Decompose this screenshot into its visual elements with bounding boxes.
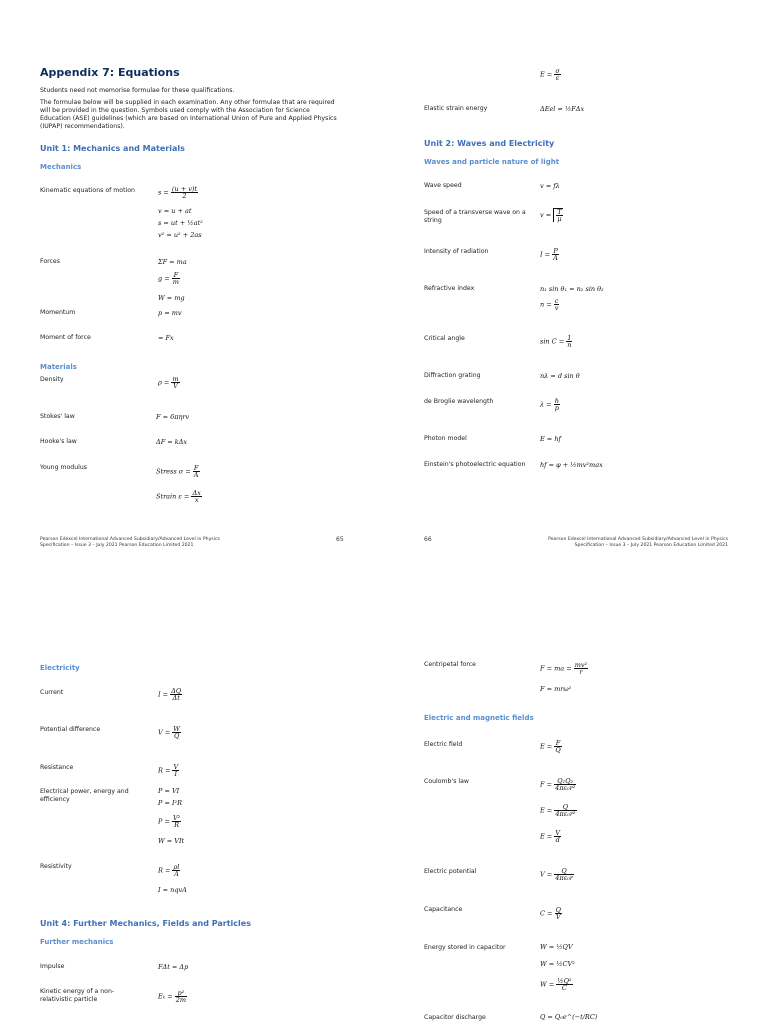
einstein-eq: hf = φ + ½mv²max — [540, 461, 603, 469]
impulse-eq: FΔt = Δp — [158, 963, 189, 971]
moment-label: Moment of force — [40, 334, 91, 341]
power-eq-2: P = I²R — [158, 799, 183, 807]
stress-eq: Stress σ = $\frac{F}{A}$ — [156, 464, 199, 479]
centripetal-eq-1: F = ma = $\frac{\text{mv²}}{r}$ — [540, 661, 588, 676]
transverse-eq: v = $\frac{T}{\mu}$ — [540, 208, 562, 223]
young-label: Young modulus — [40, 464, 88, 471]
resistance-eq: R = $\frac{V}{I}$ — [158, 763, 179, 778]
forces-eq-3: W = mg — [158, 294, 185, 302]
efield-point-eq: E = $\frac{Q}{\text{4πε₀r²}}$ — [540, 803, 576, 818]
mechanics-heading: Mechanics — [40, 163, 82, 171]
resistance-label: Resistance — [40, 764, 74, 771]
diffraction-label: Diffraction grating — [424, 372, 481, 379]
photon-label: Photon model — [424, 435, 467, 442]
centripetal-eq-2: F = mrω² — [540, 685, 572, 693]
ke-eq: Eₖ = $\frac{\text{p²}}{2m}$ — [158, 989, 187, 1004]
density-label: Density — [40, 376, 64, 383]
footer-right-text: Pearson Edexcel International Advanced Subsidiary/Advanced Level in Physics Specification – Issue 3 – July 2021 Pearson Education Limited 2021 — [548, 537, 728, 548]
refractive-label: Refractive index — [424, 285, 475, 292]
critical-label: Critical angle — [424, 335, 465, 342]
capacitance-eq: C = $\frac{Q}{V}$ — [540, 906, 561, 921]
fields-heading: Electric and magnetic fields — [424, 714, 534, 722]
power-eq-3: P = $\frac{\text{V²}}{R}$ — [158, 814, 181, 829]
page-title: Appendix 7: Equations — [40, 66, 180, 79]
intensity-eq: I = $\frac{P}{A}$ — [540, 247, 558, 262]
materials-heading: Materials — [40, 363, 77, 371]
potential-eq: V = $\frac{Q}{\text{4πε₀r}}$ — [540, 867, 573, 882]
momentum-label: Momentum — [40, 309, 76, 316]
impulse-label: Impulse — [40, 963, 65, 970]
electricity-heading: Electricity — [40, 664, 80, 672]
strain-word: Strain ε = — [156, 492, 190, 501]
resistivity-eq-2: I = nqvA — [158, 886, 187, 894]
centripetal-label: Centripetal force — [424, 661, 476, 668]
unit4-heading: Unit 4: Further Mechanics, Fields and Particles — [40, 919, 251, 928]
wave-speed-label: Wave speed — [424, 182, 462, 189]
energy-cap-eq-2: W = ½CV² — [540, 960, 575, 968]
current-label: Current — [40, 689, 64, 696]
unit2-heading: Unit 2: Waves and Electricity — [424, 139, 555, 148]
density-eq: ρ = $\frac{m}{V}$ — [158, 375, 179, 390]
page-number-65: 65 — [336, 536, 344, 543]
kinematic-eq-2: v = u + at — [158, 207, 192, 215]
energy-cap-eq-1: W = ½QV — [540, 943, 573, 951]
debroglie-label: de Broglie wavelength — [424, 398, 494, 405]
kinematic-eq-3: s = ut + ½at² — [158, 219, 203, 227]
forces-eq-1: ΣF = ma — [158, 258, 187, 266]
stokes-label: Stokes' law — [40, 413, 75, 420]
discharge-label: Capacitor discharge — [424, 1014, 486, 1021]
transverse-label: Speed of a transverse wave on a string — [424, 209, 526, 224]
debroglie-eq: λ = $\frac{h}{p}$ — [540, 397, 559, 412]
elastic-label: Elastic strain energy — [424, 105, 488, 112]
strain-eq: Strain ε = $\frac{\Delta x}{x}$ — [156, 489, 201, 504]
photon-eq: E = hf — [540, 435, 561, 443]
power-label: Electrical power, energy and efficiency — [40, 788, 129, 803]
resistivity-eq-1: R = $\frac{\rho l}{A}$ — [158, 863, 180, 878]
intensity-label: Intensity of radiation — [424, 248, 489, 255]
energy-cap-label: Energy stored in capacitor — [424, 944, 506, 951]
page-number-66: 66 — [424, 536, 432, 543]
momentum-eq: p = mv — [158, 309, 182, 317]
forces-eq-2: g = $\frac{F}{m}$ — [158, 271, 179, 286]
intro-paragraph-2: The formulae below will be supplied in each examination. Any other formulae that are required will be provided in the question. Symbols used comply with the Association for Science Education (ASE) guidelines (which are based on International Union of Pure and Applied Physics (IUPAP) recommendations). — [40, 99, 337, 130]
refractive-eq-2: n = $\frac{c}{v}$ — [540, 297, 559, 312]
moment-eq: = Fx — [158, 334, 174, 342]
unit1-heading: Unit 1: Mechanics and Materials — [40, 144, 185, 153]
kinematic-label: Kinematic equations of motion — [40, 187, 135, 194]
intro-paragraph-1: Students need not memorise formulae for these qualifications. — [40, 87, 235, 94]
stress-word: Stress σ = — [156, 467, 191, 476]
efield-uniform-eq: E = $\frac{V}{d}$ — [540, 829, 561, 844]
power-eq-4: W = VIt — [158, 837, 185, 845]
footer-left-text: Pearson Edexcel International Advanced Subsidiary/Advanced Level in Physics Specification – Issue 3 – July 2021 Pearson Education Limited 2021 — [40, 537, 220, 548]
coulomb-label: Coulomb's law — [424, 778, 469, 785]
current-eq: I = $\frac{\Delta Q}{\Delta t}$ — [158, 687, 182, 702]
forces-label: Forces — [40, 258, 60, 265]
critical-eq: sin C = $\frac{1}{n}$ — [540, 334, 572, 349]
diffraction-eq: nλ = d sin θ — [540, 372, 580, 380]
power-eq-1: P = VI — [158, 787, 180, 795]
discharge-eq: Q = Q₀e^(−t/RC) — [540, 1013, 598, 1021]
kinematic-eq-1: s = $\frac{(u + v)t}{2}$ — [158, 185, 198, 200]
resistivity-label: Resistivity — [40, 863, 72, 870]
pd-eq: V = $\frac{W}{Q}$ — [158, 725, 180, 740]
hookes-label: Hooke's law — [40, 438, 77, 445]
coulomb-eq: F = $\frac{\text{Q₁Q₂}}{\text{4πε₀r²}}$ — [540, 777, 576, 792]
kinematic-eq-4: v² = u² + 2as — [158, 231, 202, 239]
efield-eq: E = $\frac{F}{Q}$ — [540, 739, 561, 754]
capacitance-label: Capacitance — [424, 906, 463, 913]
young-modulus-eq: E = $\frac{\sigma}{\varepsilon}$ — [540, 67, 560, 82]
potential-label: Electric potential — [424, 868, 477, 875]
hookes-eq: ΔF = kΔx — [156, 438, 188, 446]
energy-cap-eq-3: W = $\frac{\text{½Q²}}{C}$ — [540, 977, 572, 992]
efield-label: Electric field — [424, 741, 463, 748]
elastic-eq: ΔEel = ½FΔx — [540, 105, 585, 113]
further-mechanics-heading: Further mechanics — [40, 938, 114, 946]
stokes-eq: F = 6πηrv — [156, 413, 190, 421]
waves-heading: Waves and particle nature of light — [424, 158, 560, 166]
einstein-label: Einstein's photoelectric equation — [424, 461, 526, 468]
wave-speed-eq: v = fλ — [540, 182, 560, 190]
pd-label: Potential difference — [40, 726, 101, 733]
ke-label: Kinetic energy of a non-relativistic particle — [40, 988, 115, 1003]
refractive-eq-1: n₁ sin θ₁ = n₂ sin θ₂ — [540, 285, 604, 293]
